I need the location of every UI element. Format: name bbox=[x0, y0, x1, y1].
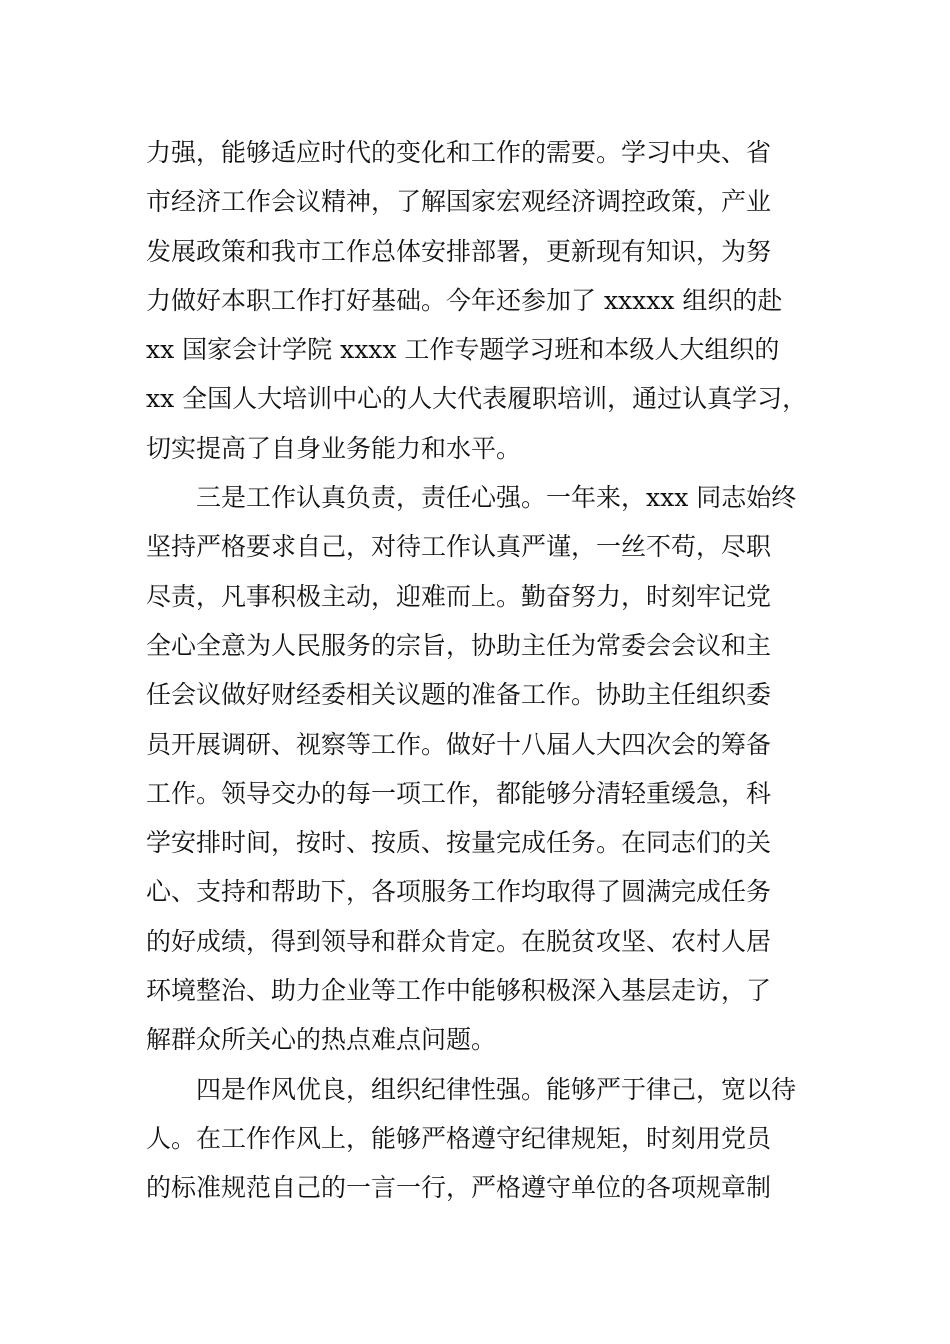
text-line: 切实提高了自身业务能力和水平。 bbox=[146, 433, 522, 463]
text-line: 三是工作认真负责，责任心强。一年来，xxx 同志始终 bbox=[146, 483, 797, 513]
paragraph-3 bbox=[146, 1065, 826, 1213]
text-line: xx 全国人大培训中心的人大代表履职培训，通过认真学习， bbox=[146, 384, 808, 414]
document-body bbox=[146, 128, 826, 1213]
text-line: 尽责，凡事积极主动，迎难而上。勤奋努力，时刻牢记党 bbox=[146, 581, 772, 611]
text-line: xx 国家会计学院 xxxx 工作专题学习班和本级人大组织的 bbox=[146, 335, 780, 365]
text-line: 任会议做好财经委相关议题的准备工作。协助主任组织委 bbox=[146, 680, 772, 710]
text-line: 的好成绩，得到领导和群众肯定。在脱贫攻坚、农村人居 bbox=[146, 926, 772, 956]
text-line: 心、支持和帮助下，各项服务工作均取得了圆满完成任务 bbox=[146, 877, 772, 907]
text-line: 环境整治、助力企业等工作中能够积极深入基层走访，了 bbox=[146, 976, 772, 1006]
text-line: 全心全意为人民服务的宗旨，协助主任为常委会会议和主 bbox=[146, 630, 772, 660]
text-line: 力做好本职工作打好基础。今年还参加了 xxxxx 组织的赴 bbox=[146, 285, 783, 315]
text-line: 人。在工作作风上，能够严格遵守纪律规矩，时刻用党员 bbox=[146, 1123, 772, 1153]
text-line: 员开展调研、视察等工作。做好十八届人大四次会的筹备 bbox=[146, 729, 772, 759]
text-line: 四是作风优良，组织纪律性强。能够严于律己，宽以待 bbox=[146, 1074, 797, 1104]
text-line: 力强，能够适应时代的变化和工作的需要。学习中央、省 bbox=[146, 138, 772, 167]
text-line: 市经济工作会议精神，了解国家宏观经济调控政策，产业 bbox=[146, 187, 772, 217]
paragraph-2 bbox=[146, 473, 826, 1065]
text-line: 解群众所关心的热点难点问题。 bbox=[146, 1025, 497, 1055]
text-line: 的标准规范自己的一言一行，严格遵守单位的各项规章制 bbox=[146, 1173, 772, 1203]
text-line: 学安排时间，按时、按质、按量完成任务。在同志们的关 bbox=[146, 828, 772, 858]
text-line: 坚持严格要求自己，对待工作认真严谨，一丝不苟，尽职 bbox=[146, 532, 772, 562]
paragraph-1 bbox=[146, 128, 826, 473]
text-line: 发展政策和我市工作总体安排部署，更新现有知识，为努 bbox=[146, 236, 772, 266]
text-line: 工作。领导交办的每一项工作，都能够分清轻重缓急，科 bbox=[146, 778, 772, 808]
